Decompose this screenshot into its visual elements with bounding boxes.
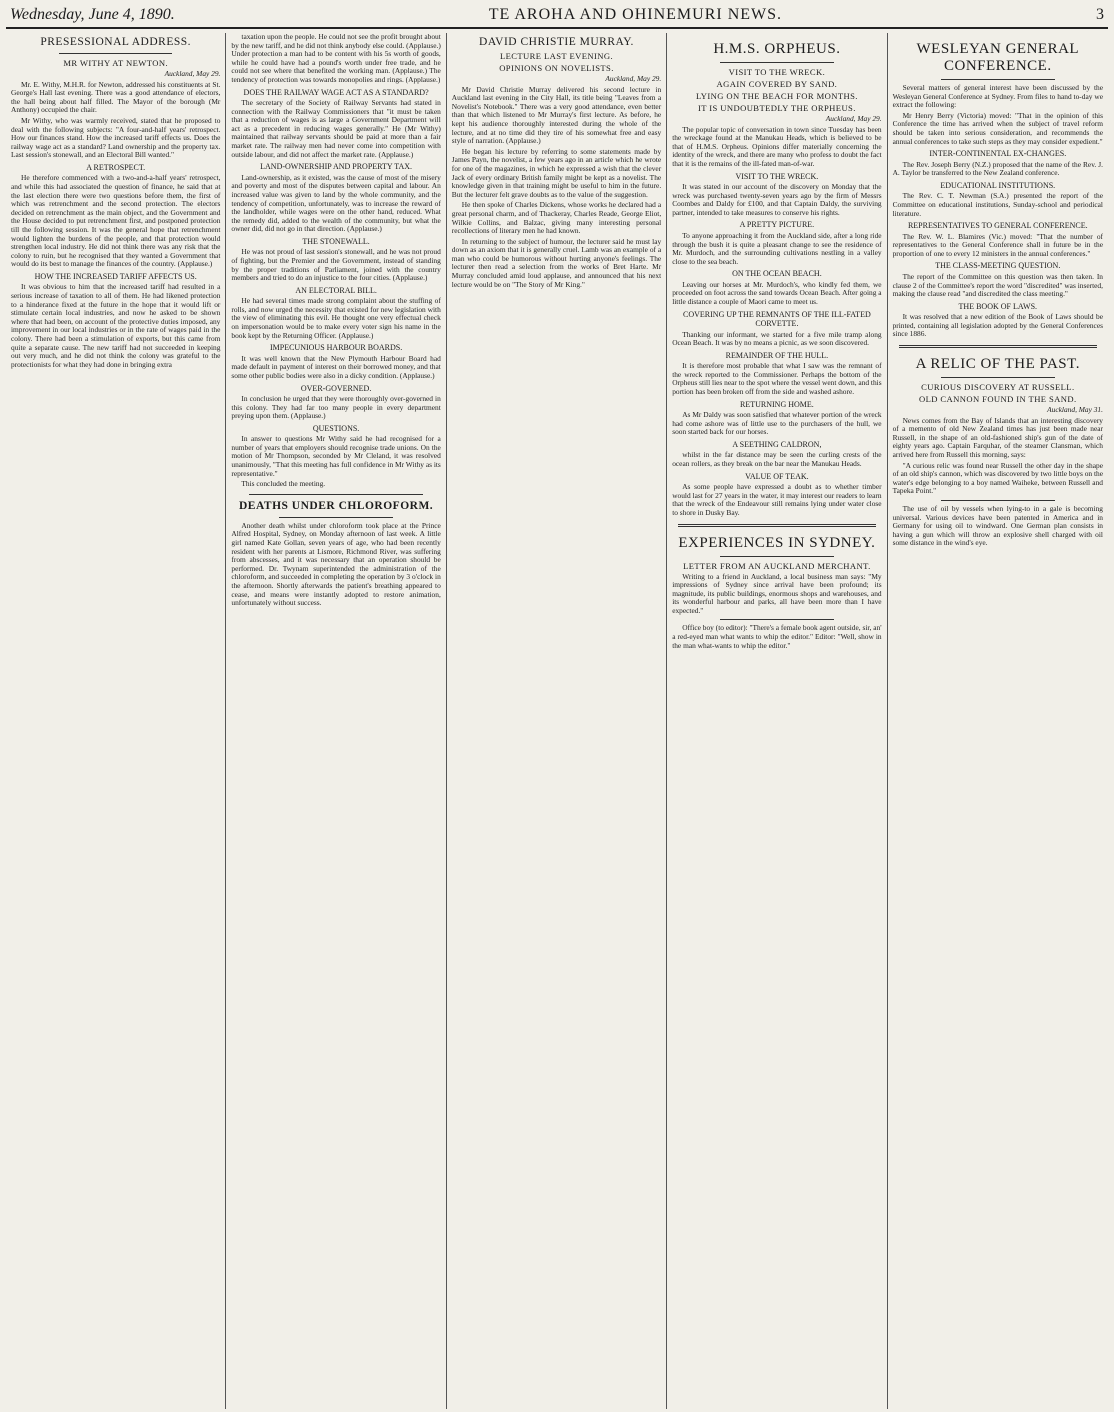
article-subtitle-curious: CURIOUS DISCOVERY AT RUSSELL. (921, 381, 1075, 392)
paragraph: In answer to questions Mr Withy said he had recognised for a number of years that employers should recognise trade unions. On the motion of Mr Thompson, seconded by Mr Cleland, it was resolved unanimously, "That this meeting has full confidence in Mr Withy as its representative." (231, 434, 441, 478)
paragraph: Leaving our horses at Mr. Murdoch's, who kindly fed them, we proceeded on foot across the sand towards Ocean Beach. After going a little distance a couple of Maori came to meet us. (672, 279, 882, 306)
columns (6, 33, 1108, 1409)
paragraph: Mr Henry Berry (Victoria) moved: "That in the opinion of this Conference the time has arrived when the subject of travel reform should be taken into serious consideration, and recommends the annual conferences to take such steps as they may consider expedient." (892, 110, 1103, 146)
paragraph: The secretary of the Society of Railway Servants had stated in connection with the Railway Commissioners that "it must be taken that a reduction of wages is as large a Government Department will act as a precedent in reducing wages generally." He (Mr Withy) maintained that railway servants should be paid at more than a fair market rate. The railway men had never come into competition with outside labour, and did not affect the market rate. (Applause.) (231, 98, 441, 159)
section-heading-ocean-beach: ON THE OCEAN BEACH. (732, 269, 822, 279)
paragraph: Another death whilst under chloroform took place at the Prince Alfred Hospital, Sydney, on Monday afternoon of last week. A little girl named Kate Gollan, seven years of age, who had been recently resident with her parents at Lismore, Richmond River, was suffering from abscesses, and it was necessary that an operation should be performed. Dr. Twynam superintended the administration of the chloroform, and succeeded in completing the operation by 3 o'clock in the afternoon. Shortly afterwards the patient's breathing appeared to cease, and means were instantly adopted to restore animation, unfortunately without success. (231, 520, 441, 608)
paragraph: The popular topic of conversation in town since Tuesday has been the wreckage found at the Manukau Heads, which is believed to be that of H.M.S. Orpheus. Opinions differ materially concerning the identity of the wreck, and there are many who profess to doubt the fact that it is the remains of the ill-fated man-of-war. (672, 124, 882, 168)
article-subtitle-covered: AGAIN COVERED BY SAND. (716, 79, 838, 89)
section-heading-remnants: COVERING UP THE REMNANTS OF THE ILL-FATED CORVETTE. (683, 309, 871, 329)
article-title-murray: DAVID CHRISTIE MURRAY. (479, 36, 634, 48)
section-heading-land: LAND-OWNERSHIP AND PROPERTY TAX. (260, 162, 413, 172)
section-heading-representatives: REPRESENTATIVES TO GENERAL CONFERENCE. (907, 221, 1088, 231)
section-heading-seething: A SEETHING CALDRON, (732, 439, 822, 449)
divider (941, 377, 1055, 378)
paragraph: Mr. E. Withy, M.H.R. for Newton, addressed his constituents at St. George's Hall last evening. There was a good attendance of electors, the hall being about half filled. The Mayor of the borough (Mr Anthony) occupied the chair. (11, 79, 221, 115)
paragraph: This concluded the meeting. (241, 479, 326, 489)
column-1 (6, 33, 226, 1409)
newspaper-title: TE AROHA AND OHINEMURI NEWS. (488, 6, 783, 23)
paragraph: Mr David Christie Murray delivered his second lecture in Auckland last evening in the City Hall, its title being "Leaves from a Novelist's Notebook." There was a very good attendance, even better than that which listened to Mr Murray's first lecture. As before, he kept his audience thoroughly interested during the whole of the lecture, and at no time did they tire of his somewhat free and easy style of narration. (Applause.) (451, 84, 662, 146)
masthead (6, 4, 1108, 29)
paragraph: He began his lecture by referring to some statements made by James Payn, the novelist, a few years ago in an article which he wrote for one of the magazines, in which he expressed a wish that the clever Jack of every ordinary British family might be kept as a novelist. The knowledge given in that training might be useful to him in the future. But the lecturer felt grave doubts as to the value of the suggestion. (451, 146, 662, 199)
divider (59, 53, 172, 54)
divider (678, 524, 875, 527)
section-heading-returning: RETURNING HOME. (740, 399, 814, 409)
column-5 (888, 33, 1108, 1409)
section-heading-book-of-laws: THE BOOK OF LAWS. (958, 301, 1038, 311)
section-heading-overgoverned: OVER-GOVERNED. (300, 383, 372, 393)
paragraph: The Rev. W. L. Blamires (Vic.) moved: "That the number of representatives to the General Conference shall in future be in the proportion of one to every 12 ministers in the annual conferences." (892, 231, 1103, 258)
paragraph: The Rev. Joseph Berry (N.Z.) proposed that the name of the Rev. J. A. Taylor be transferred to the New Zealand conference. (892, 159, 1103, 178)
section-heading-remainder: REMAINDER OF THE HULL. (725, 350, 829, 360)
paragraph: It was resolved that a new edition of the Book of Laws should be printed, containing all legislation adopted by the General Conferences since 1886. (892, 312, 1103, 339)
paragraph: Thanking our informant, we started for a five mile tramp along Ocean Beach. It was by no means a picnic, as we soon discovered. (672, 329, 882, 348)
article-subtitle-withy: MR WITHY AT NEWTON. (63, 58, 169, 68)
paragraph: Mr Withy, who was warmly received, stated that he proposed to deal with the following subjects: "A four-and-half years' retrospect. How our finances stand. How the increased tariff effects us. Does the railway wage act as a standard? Land ownership and the property tax. Last session's stonewall, and an Electoral Bill wanted." (11, 115, 221, 160)
dateline: Auckland, May 31. (1047, 404, 1103, 414)
page-number: 3 (1095, 6, 1104, 23)
paragraph: Office boy (to editor): "There's a female book agent outside, sir, an' a red-eyed man what wants to whip the editor." Editor: "Well, show in the man what-wants to whip the editor." (672, 623, 882, 650)
paragraph: He then spoke of Charles Dickens, whose works he declared had a great personal charm, and of Thackeray, Charles Reade, George Eliot, Wilkie Collins, and Balzac, giving many interesting personal recollections of literary men he had known. (451, 200, 662, 236)
section-heading-pretty-picture: A PRETTY PICTURE. (739, 220, 815, 230)
section-heading-harbour: IMPECUNIOUS HARBOUR BOARDS. (269, 343, 403, 353)
paragraph: The report of the Committee on this question was then taken. In clause 2 of the Committee's report the word "discredited" was inserted, making the clause read "and discredited the class meeting." (892, 271, 1103, 299)
paragraph: He therefore commenced with a two-and-a-half years' retrospect, and while this had associated the question of finance, he said that at the last election there were two questions before them, the first of which was retrenchment and the second protection. The electors decided on retrenchment as the main object, and the Government and the House decided to put retrenchment first, and postponed protection till the following session. It was the general hope that retrenchment would lighten the burdens of the people, and that protection would strengthen local industry. He did not think there was any risk that the colony to ruin, but he recognised that they wanted a Government that would do its best to manage the finances of the country. (Applause.) (11, 173, 221, 269)
paragraph: As Mr Daldy was soon satisfied that whatever portion of the wreck had come ashore was of little use to the purchasers of the hull, we soon started back for our horses. (672, 410, 882, 437)
article-subtitle-cannon: OLD CANNON FOUND IN THE SAND. (919, 393, 1077, 404)
paragraph: He was not proud of last session's stonewall, and he was not proud of fighting, but the Premier and the Government, instead of standing by the proper traditions of Parliament, joined with the country members and tried to do an injustice to the four cities. (Applause.) (231, 247, 441, 283)
paragraph: "A curious relic was found near Russell the other day in the shape of an old ship's cannon, which was discovered by two little boys on the water's edge belonging to a boy named Waiheke, between Russell and Tapeka Point." (892, 460, 1103, 496)
section-heading-retrospect: A RETROSPECT. (86, 162, 146, 172)
paragraph: To anyone approaching it from the Auckland side, after a long ride through the bush it is quite a pleasant change to see the residence of Mr. Murdoch, and the surrounding cultivations nestling in a valley close to the sea beach. (672, 230, 882, 266)
divider (899, 345, 1097, 348)
paragraph: It was stated in our account of the discovery on Monday that the wreck was purchased twenty-seven years ago by the firm of Messrs Coombes and Daldy for £100, and that Captain Daldy, the surviving partner, intended to take measures to conserve his rights. (672, 182, 882, 217)
article-subtitle-lecture: LECTURE LAST EVENING. (499, 51, 613, 61)
issue-date: Wednesday, June 4, 1890. (10, 6, 175, 23)
paragraph: Several matters of general interest have been discussed by the Wesleyan General Conference at Sydney. From files to hand to-day we extract the following: (892, 83, 1103, 110)
column-2 (226, 33, 446, 1409)
paragraph: Land-ownership, as it existed, was the cause of most of the misery and poverty and most of the disputes between capital and labour. An increased value was given to land by the whole community, and the tendency of competition, unfortunately, was to increase the reward of the landholder, while wages were on the other hand, reduced. What the remedy did, added to the wealth of the community, but what the owner did, did not go in that direction. (Applause.) (231, 172, 441, 234)
dateline: Auckland, May 29. (164, 69, 221, 78)
divider (720, 619, 833, 620)
paragraph: The Rev. C. T. Newman (S.A.) presented the report of the Committee on educational institutions, Sunday-school and periodical literature. (892, 191, 1103, 218)
section-heading-electoral: AN ELECTORAL BILL. (295, 285, 377, 295)
paragraph: whilst in the far distance may be seen the curling crests of the ocean rollers, as they break on the bar near the Manukau Heads. (672, 450, 882, 469)
article-subtitle-visit: VISIT TO THE WRECK. (728, 67, 826, 77)
paragraph: As some people have expressed a doubt as to whether timber would last for 27 years in the water, it may interest our readers to learn that the wreck of the Endeavour still remains lying under water close to shore in Dusky Bay. (672, 482, 882, 517)
article-title-wesleyan: WESLEYAN GENERAL CONFERENCE. (916, 41, 1080, 74)
dateline: Auckland, May 29. (825, 114, 882, 123)
paragraph: It was well known that the New Plymouth Harbour Board had made default in payment of interest on their borrowed money, and that some other public bodies were also in a dicky condition. (Applause.) (231, 353, 441, 380)
section-heading-tariff: HOW THE INCREASED TARIFF AFFECTS US. (34, 271, 197, 281)
paragraph: In conclusion he urged that they were thoroughly over-governed in this colony. They had far too many people in every department preying upon them. (Applause.) (231, 394, 441, 421)
paragraph: He had several times made strong complaint about the stuffing of rolls, and now urged the necessity that existed for new legislation with the view of eliminating this evil. He thought one very effectual check on impersonation would be to make every voter sign his name in the book kept by the Returning Officer. (Applause.) (231, 296, 441, 340)
article-title-orpheus: H.M.S. ORPHEUS. (713, 41, 841, 57)
divider (941, 500, 1055, 501)
section-heading-questions: QUESTIONS. (312, 423, 360, 433)
article-title-presessional: PRESESSIONAL ADDRESS. (40, 36, 192, 48)
paragraph: The use of oil by vessels when lying-to in a gale is becoming universal. Various devices have been patented in America and in Germany for using oil to windward. One German plan consists in having a gun which will throw an explosive shell charged with oil some distance in the wind's eye. (892, 503, 1103, 548)
paragraph: It is therefore most probable that what I saw was the remnant of the wreck reported to the Commissioner. Perhaps the bottom of the Orpheus still lies near to the spot where the vessel went down, and this portion has been broken off from the side and washed ashore. (672, 361, 882, 397)
column-4 (667, 33, 887, 1409)
paragraph: taxation upon the people. He could not see the profit brought about by the new tariff, and he did not think anybody else could. (Applause.) Under protection a man had to be content with his 5s worth of goods, while he could have had a pound's worth under free trade, and he could not see where that benefited the working man. (Applause.) The tendency of protection was towards monopolies and rings. (Applause.) (231, 33, 441, 84)
section-heading-education: EDUCATIONAL INSTITUTIONS. (940, 180, 1056, 190)
paragraph: Writing to a friend in Auckland, a local business man says: "My impressions of Sydney since arrival have been profound; its magnitude, its public buildings, enormous shops and warehouses, and its wonderful harbour and parks, all have been more than I have expected." (672, 571, 882, 615)
column-3 (447, 33, 667, 1409)
divider (941, 79, 1055, 80)
divider (720, 62, 833, 63)
paragraph: In returning to the subject of humour, the lecturer said he must lay down as an axiom that it is generally cruel. Lamb was an example of a man who could be humorous without hurting anyone's feelings. The lecturer then read a selection from the works of Bret Harte. Mr Murray concluded amid loud applause, and announced that his next lecture would be on "The Story of Mr King." (451, 236, 662, 289)
article-subtitle-undoubtedly: IT IS UNDOUBTEDLY THE ORPHEUS. (697, 103, 856, 113)
article-title-deaths: DEATHS UNDER CHLOROFORM. (238, 499, 434, 512)
section-heading-interchanges: INTER-CONTINENTAL EX-CHANGES. (929, 149, 1067, 159)
divider (279, 517, 392, 518)
paragraph: It was obvious to him that the increased tariff had resulted in a serious increase of taxation to all of them. He had likened protection to a hinderance fixed at the future in the hope that it would lift or stimulate certain local industries, and now he asked to be shown where that had been, on account of the protective duties imposed, any improvement in our local industries or in the rate of wages paid in the colony. There had been a stimulation of exports, but this came from quite a separate cause. The new tariff had not succeeded in keeping out very much, and he did not think the colony was grateful to the protectionists for what they had done in bringing extra (11, 282, 221, 369)
section-heading-visit: VISIT TO THE WRECK. (735, 171, 819, 181)
article-subtitle-opinions: OPINIONS ON NOVELISTS. (499, 63, 614, 73)
article-title-sydney: EXPERIENCES IN SYDNEY. (678, 534, 876, 551)
paragraph: News comes from the Bay of Islands that an interesting discovery of a memento of old New Zealand times has just been made near Russell, in the shape of an old-fashioned ship's gun of the date of eighty years ago. Captain Farquhar, of the steamer Clansman, which arrived here from Russell this morning, says: (892, 415, 1103, 459)
section-heading-stonewall: THE STONEWALL. (302, 236, 370, 246)
section-heading-classmeeting: THE CLASS-MEETING QUESTION. (935, 261, 1061, 271)
article-subtitle-lying: LYING ON THE BEACH FOR MONTHS. (695, 91, 858, 101)
divider (720, 556, 833, 557)
section-heading-teak: VALUE OF TEAK. (745, 471, 809, 481)
divider (249, 494, 422, 495)
section-heading-railway: DOES THE RAILWAY WAGE ACT AS A STANDARD? (243, 87, 429, 97)
dateline: Auckland, May 29. (605, 74, 662, 83)
article-subtitle-letter: LETTER FROM AN AUCKLAND MERCHANT. (683, 560, 871, 571)
article-title-relic: A RELIC OF THE PAST. (915, 355, 1080, 372)
